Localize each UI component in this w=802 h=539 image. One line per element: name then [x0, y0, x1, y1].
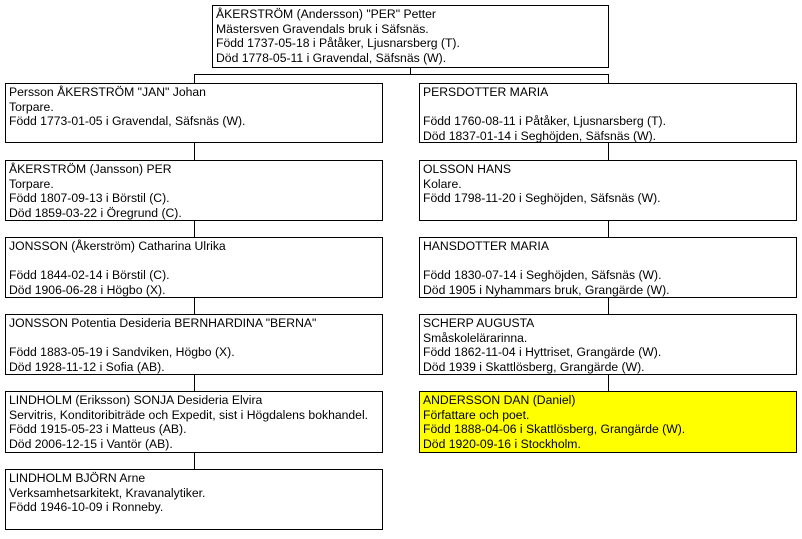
person-line: PERSDOTTER MARIA	[423, 85, 549, 99]
connector-left-4	[194, 374, 195, 392]
person-line: Död 1906-06-28 i Högbo (X).	[9, 282, 166, 297]
person-line: OLSSON HANS	[423, 162, 512, 176]
person-line	[423, 100, 793, 115]
person-line	[423, 254, 793, 269]
person-box-left-2[interactable]	[5, 237, 383, 298]
person-line: Död 1920-09-16 i Stockholm.	[423, 436, 581, 451]
person-box-left-5[interactable]	[5, 469, 383, 530]
person-line: Död 1837-01-14 i Seghöjden, Säfsnäs (W).	[423, 128, 657, 143]
connector-left-3	[194, 297, 195, 315]
person-line: Född 1773-01-05 i Gravendal, Säfsnäs (W).	[9, 114, 246, 128]
person-line: ANDERSSON DAN (Daniel)	[423, 393, 576, 407]
person-line: Född 1883-05-19 i Sandviken, Högbo (X).	[9, 345, 235, 359]
person-line: Servitris, Konditoribiträde och Expedit, sist i Högdalens bokhandel.	[9, 407, 369, 422]
person-line	[9, 515, 379, 530]
person-line: Född 1946-10-09 i Ronneby.	[9, 500, 164, 514]
person-line: Småskolelärarinna.	[423, 330, 528, 345]
person-box-left-0[interactable]	[5, 83, 383, 143]
connector-root-bar	[194, 74, 609, 75]
connector-right-3	[608, 297, 609, 315]
person-line: Mästersven Gravendals bruk i Säfsnäs.	[216, 21, 429, 36]
connector-left-5	[194, 452, 195, 470]
person-line: SCHERP AUGUSTA	[423, 316, 535, 330]
person-box-right-2[interactable]	[419, 237, 797, 298]
person-line: Född 1830-07-14 i Seghöjden, Säfsnäs (W).	[423, 268, 662, 282]
person-line: LINDHOLM BJÖRN Arne	[9, 471, 146, 485]
person-line: Född 1737-05-18 i Påtåker, Ljusnarsberg (T).	[216, 36, 460, 50]
connector-right-4	[608, 374, 609, 392]
connector-left-1	[194, 142, 195, 160]
person-line	[9, 331, 379, 346]
person-line	[9, 254, 379, 269]
person-box-right-3[interactable]	[419, 314, 797, 375]
person-line: Kolare.	[423, 176, 462, 191]
person-line: JONSSON (Åkerström) Catharina Ulrika	[9, 239, 226, 253]
person-line: Född 1862-11-04 i Hyttriset, Grangärde (W).	[423, 345, 662, 359]
person-line: Född 1807-09-13 i Börstil (C).	[9, 191, 170, 205]
person-box-right-0[interactable]	[419, 83, 797, 143]
person-line: ÅKERSTRÖM (Andersson) "PER" Petter	[216, 7, 436, 21]
person-line: Född 1798-11-20 i Seghöjden, Säfsnäs (W).	[423, 191, 661, 205]
person-line: Torpare.	[9, 99, 54, 114]
person-line: Född 1915-05-23 i Matteus (AB).	[9, 422, 187, 436]
person-line: Död 1939 i Skattlösberg, Grangärde (W).	[423, 359, 645, 374]
person-line: ÅKERSTRÖM (Jansson) PER	[9, 162, 172, 176]
person-box-right-4-highlighted[interactable]	[419, 391, 797, 453]
person-line: Författare och poet.	[423, 407, 530, 422]
person-line: Född 1844-02-14 i Börstil (C).	[9, 268, 170, 282]
person-box-right-1[interactable]	[419, 160, 797, 221]
person-line: Född 1760-08-11 i Påtåker, Ljusnarsberg (T).	[423, 114, 666, 128]
person-box-left-4[interactable]	[5, 391, 383, 453]
person-line: LINDHOLM (Eriksson) SONJA Desideria Elvira	[9, 393, 263, 407]
person-line: Död 1859-03-22 i Öregrund (C).	[9, 205, 182, 220]
person-line: Persson ÅKERSTRÖM "JAN" Johan	[9, 85, 206, 99]
person-box-left-1[interactable]	[5, 160, 383, 221]
connector-left-2	[194, 220, 195, 238]
connector-right-1	[608, 142, 609, 160]
person-line	[9, 129, 379, 144]
person-box-left-3[interactable]	[5, 314, 383, 375]
connector-right-2	[608, 220, 609, 238]
person-line: Född 1888-04-06 i Skattlösberg, Grangärde (W).	[423, 422, 686, 436]
person-line: Död 2006-12-15 i Vantör (AB).	[9, 436, 173, 451]
person-line	[423, 206, 793, 221]
person-line: Död 1778-05-11 i Gravendal, Säfsnäs (W).	[216, 50, 447, 65]
person-box-root[interactable]	[212, 5, 609, 68]
person-line: Död 1905 i Nyhammars bruk, Grangärde (W).	[423, 282, 670, 297]
person-line: Verksamhetsarkitekt, Kravanalytiker.	[9, 485, 206, 500]
person-line: Död 1928-11-12 i Sofia (AB).	[9, 359, 165, 374]
person-line: Torpare.	[9, 176, 54, 191]
person-line: HANSDOTTER MARIA	[423, 239, 549, 253]
person-line: JONSSON Potentia Desideria BERNHARDINA "BERNA"	[9, 316, 317, 330]
